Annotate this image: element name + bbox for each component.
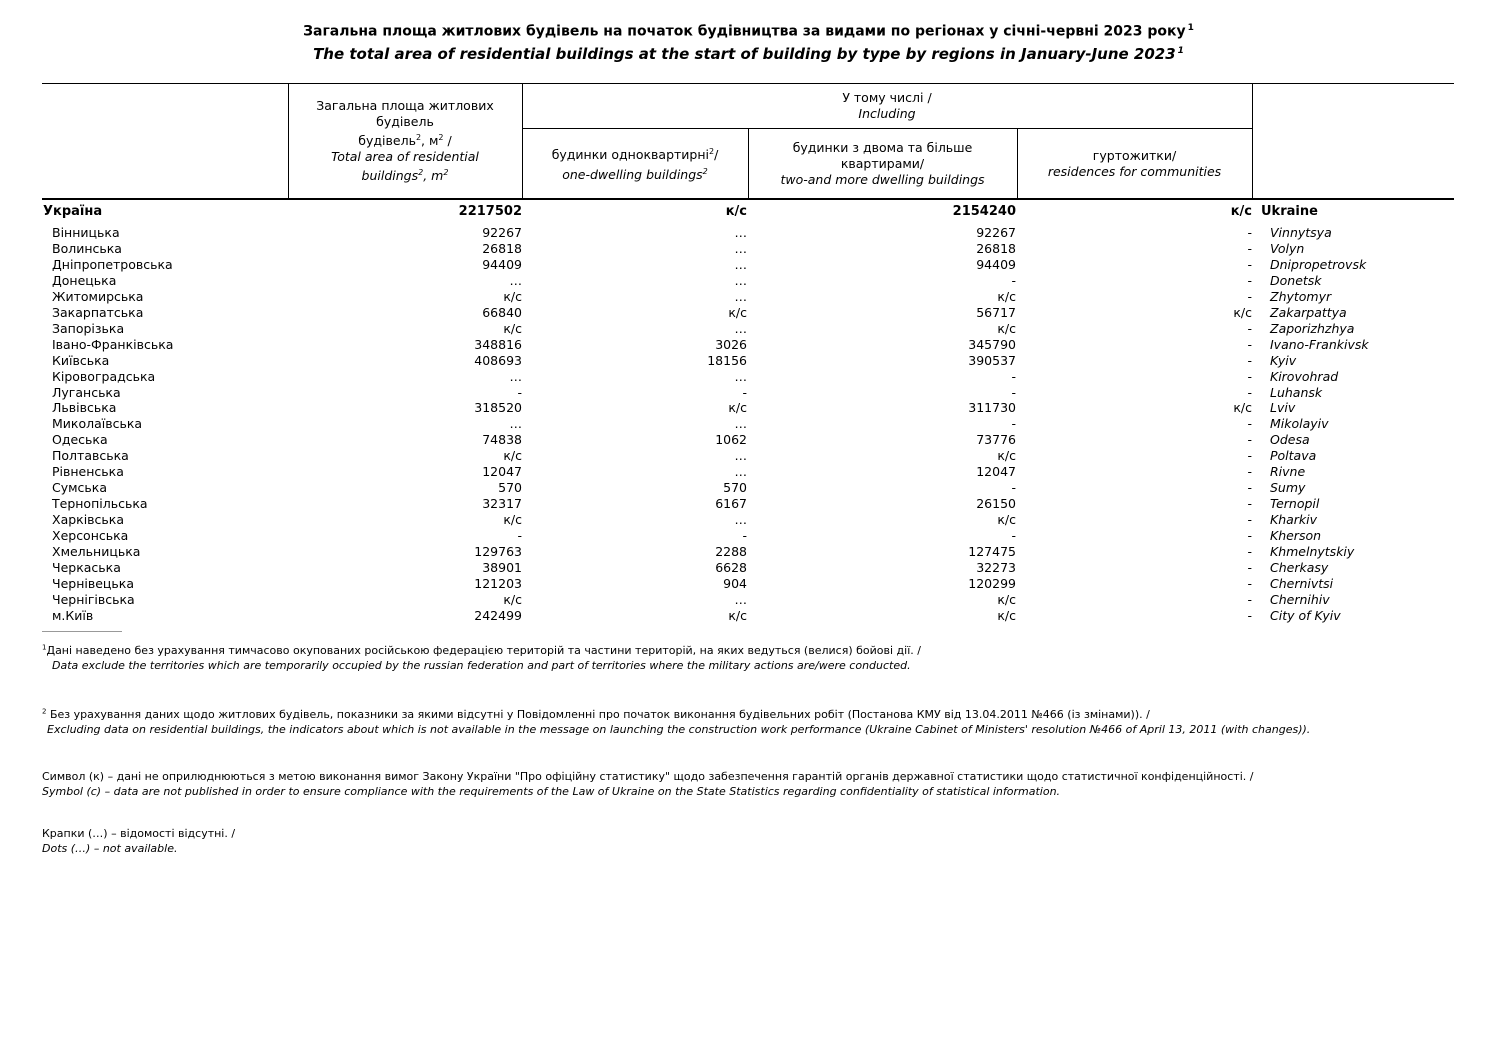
cell-two-dwelling: - <box>1011 368 1016 384</box>
cell-two-dwelling: - <box>1011 384 1016 400</box>
cell-two-dwelling: 92267 <box>976 225 1016 240</box>
cell-two-dwelling: 390537 <box>968 352 1016 368</box>
cell-one-dwelling: к/с <box>728 607 747 623</box>
region-name-ua: Полтавська <box>52 448 129 464</box>
cell-total: 2217502 <box>458 204 522 219</box>
cell-residences: - <box>1247 336 1252 352</box>
region-name-ua: Україна <box>43 204 103 219</box>
cell-two-dwelling: к/с <box>997 591 1016 607</box>
table-row <box>42 273 1462 289</box>
cell-residences: - <box>1247 480 1252 496</box>
cell-total: 570 <box>498 480 522 496</box>
table-row <box>42 369 1462 385</box>
table-row <box>42 448 1462 464</box>
region-name-en: Kharkiv <box>1270 512 1318 528</box>
cell-total: 94409 <box>482 256 522 272</box>
cell-one-dwelling: 904 <box>723 575 747 591</box>
cell-two-dwelling: к/с <box>997 288 1016 304</box>
cell-two-dwelling: 26150 <box>976 496 1016 512</box>
table-row <box>42 241 1462 257</box>
cell-one-dwelling: … <box>734 448 747 464</box>
region-name-ua: Рівненська <box>52 464 124 480</box>
region-name-ua: Івано-Франківська <box>52 336 174 352</box>
header-region-cell <box>42 84 288 199</box>
region-name-en: Kherson <box>1270 528 1322 544</box>
region-name-ua: Одеська <box>52 432 108 448</box>
cell-residences: - <box>1247 384 1252 400</box>
cell-one-dwelling: - <box>742 528 747 544</box>
cell-two-dwelling: 120299 <box>968 575 1016 591</box>
region-name-en: Kirovohrad <box>1270 368 1339 384</box>
region-name-en: Luhansk <box>1270 384 1323 400</box>
cell-residences: - <box>1247 352 1252 368</box>
cell-residences: - <box>1247 496 1252 512</box>
table-row <box>42 432 1462 448</box>
cell-total: 348816 <box>474 336 522 352</box>
cell-two-dwelling: 94409 <box>976 256 1016 272</box>
table-row <box>42 416 1462 432</box>
region-name-ua: Запорізька <box>52 320 125 336</box>
cell-residences: - <box>1247 272 1252 288</box>
cell-one-dwelling: 570 <box>723 480 747 496</box>
region-name-en: Ivano-Frankivsk <box>1270 336 1369 352</box>
cell-one-dwelling: … <box>734 272 747 288</box>
cell-two-dwelling: к/с <box>997 320 1016 336</box>
cell-two-dwelling: 127475 <box>968 544 1016 559</box>
table-row-total <box>42 204 1462 220</box>
table-row <box>42 257 1462 273</box>
cell-two-dwelling: 345790 <box>968 336 1016 352</box>
table-row <box>42 464 1462 480</box>
cell-one-dwelling: 1062 <box>715 432 747 448</box>
region-name-ua: Дніпропетровська <box>52 256 173 272</box>
cell-one-dwelling: … <box>734 591 747 607</box>
cell-two-dwelling: 56717 <box>976 304 1016 320</box>
table-row <box>42 496 1462 512</box>
cell-two-dwelling: 26818 <box>976 240 1016 256</box>
cell-one-dwelling: … <box>734 256 747 272</box>
cell-total: - <box>517 384 522 400</box>
region-name-en: Donetsk <box>1270 272 1322 288</box>
cell-total: к/с <box>503 512 522 528</box>
header-including: У тому числі / Including <box>522 84 1252 129</box>
table-row <box>42 321 1462 337</box>
table-row <box>42 337 1462 353</box>
table-row <box>42 225 1462 241</box>
cell-residences: - <box>1247 512 1252 528</box>
region-name-ua: Житомирська <box>52 288 144 304</box>
cell-residences: - <box>1247 448 1252 464</box>
header-total-area: Загальна площа житлових будівель будівель$^2$, $м^2$ / Total area of residential buildings$^2$, $m^2$ <box>288 84 522 199</box>
cell-residences: - <box>1247 368 1252 384</box>
cell-residences: - <box>1247 575 1252 591</box>
cell-total: к/с <box>503 448 522 464</box>
table-row <box>42 576 1462 592</box>
cell-two-dwelling: - <box>1011 528 1016 544</box>
cell-total: 408693 <box>474 352 522 368</box>
cell-total: 74838 <box>482 432 522 448</box>
region-name-en: Vinnytsya <box>1270 225 1332 240</box>
region-name-ua: Вінницька <box>52 225 120 240</box>
region-name-en: Sumy <box>1270 480 1306 496</box>
region-name-en: Ukraine <box>1261 204 1318 219</box>
cell-one-dwelling: к/с <box>728 304 747 320</box>
region-name-en: Odesa <box>1270 432 1310 448</box>
footnote-mark: 1 <box>1187 23 1194 33</box>
cell-total: … <box>509 368 522 384</box>
cell-total: 129763 <box>474 544 522 559</box>
cell-total: 242499 <box>474 607 522 623</box>
cell-one-dwelling: … <box>734 320 747 336</box>
table-row <box>42 305 1462 321</box>
cell-total: 318520 <box>474 400 522 416</box>
cell-total: 92267 <box>482 225 522 240</box>
footnote-2: $^2$ Без урахування даних щодо житлових будівель, показники за якими відсутні у Повідомленні про початок виконання будівельних робіт (Постанова КМУ від 13.04.2011 №466 (із змінами)). / Excluding data on residential buildings, the indicators about which is not available in the message on launching the construction work performance (Ukraine Cabinet of Ministers' resolution №466 of April 13, 2011 (with changes)). <box>42 707 1311 736</box>
cell-one-dwelling: к/с <box>728 400 747 416</box>
cell-one-dwelling: к/с <box>725 204 747 219</box>
cell-total: … <box>509 272 522 288</box>
cell-two-dwelling: - <box>1011 416 1016 432</box>
header-one-dwelling: будинки одноквартирні$^2$/ one-dwelling buildings$^2$ <box>522 129 748 199</box>
region-name-en: Khmelnytskiy <box>1270 544 1355 559</box>
table-row <box>42 353 1462 369</box>
region-name-ua: Закарпатська <box>52 304 144 320</box>
table-row <box>42 400 1462 416</box>
region-name-en: Chernihiv <box>1270 591 1330 607</box>
region-name-ua: Львівська <box>52 400 117 416</box>
page-title-ua: Загальна площа житлових будівель на початок будівництва за видами по регіонах у січні-червні 2023 року $^1$ <box>303 23 1194 40</box>
region-name-ua: Сумська <box>52 480 108 496</box>
cell-total: … <box>509 416 522 432</box>
cell-one-dwelling: 18156 <box>707 352 747 368</box>
region-name-ua: Луганська <box>52 384 121 400</box>
note-symbol: Символ (к) – дані не оприлюднюються з метою виконання вимог Закону України "Про офіційну статистику" щодо забезпечення гарантій органів державної статистики щодо статистичної конфіденційності. / Symbol (c) – data are not published in order to ensure compliance with the requirements of the Law of Ukraine on the State Statistics regarding confidentiality of statistical information. <box>42 770 1254 798</box>
table-row <box>42 528 1462 544</box>
region-name-ua: Волинська <box>52 240 122 256</box>
cell-total: 38901 <box>482 559 522 575</box>
cell-two-dwelling: 73776 <box>976 432 1016 448</box>
cell-residences: - <box>1247 464 1252 480</box>
region-name-ua: Донецька <box>52 272 117 288</box>
cell-two-dwelling: 2154240 <box>952 204 1016 219</box>
cell-residences: - <box>1247 416 1252 432</box>
region-name-en: Kyiv <box>1270 352 1297 368</box>
cell-total: - <box>517 528 522 544</box>
region-name-en: Poltava <box>1270 448 1317 464</box>
region-name-en: Zakarpattya <box>1270 304 1347 320</box>
region-name-en: Rivne <box>1270 464 1306 480</box>
table-row <box>42 560 1462 576</box>
cell-total: 12047 <box>482 464 522 480</box>
header-en-region-cell <box>1252 84 1454 199</box>
cell-one-dwelling: 2288 <box>715 544 747 559</box>
region-name-en: Zaporizhzhya <box>1270 320 1355 336</box>
footnote-1: $^1$Дані наведено без урахування тимчасово окупованих російською федерацією територій та частини територій, на яких ведуться (велися) бойові дії. / Data exclude the territories which are temporarily occupied by the russian federation and part of territories where the military actions are/were conducted. <box>42 643 921 672</box>
cell-total: 26818 <box>482 240 522 256</box>
cell-total: 121203 <box>474 575 522 591</box>
header-two-dwelling: будинки з двома та більше квартирами/ two-and more dwelling buildings <box>748 129 1017 199</box>
cell-residences: к/с <box>1230 204 1252 219</box>
region-name-ua: Чернівецька <box>52 575 134 591</box>
region-name-en: Lviv <box>1270 400 1296 416</box>
cell-one-dwelling: … <box>734 225 747 240</box>
cell-residences: - <box>1247 559 1252 575</box>
region-name-ua: Черкаська <box>52 559 121 575</box>
region-name-ua: Хмельницька <box>52 544 141 559</box>
cell-one-dwelling: … <box>734 288 747 304</box>
cell-one-dwelling: - <box>742 384 747 400</box>
cell-residences: - <box>1247 528 1252 544</box>
region-name-ua: Чернігівська <box>52 591 135 607</box>
table-row <box>42 592 1462 608</box>
cell-one-dwelling: 6628 <box>715 559 747 575</box>
cell-residences: к/с <box>1233 400 1252 416</box>
cell-two-dwelling: 12047 <box>976 464 1016 480</box>
cell-two-dwelling: 32273 <box>976 559 1016 575</box>
cell-one-dwelling: 6167 <box>715 496 747 512</box>
region-name-en: Cherkasy <box>1270 559 1329 575</box>
cell-residences: - <box>1247 240 1252 256</box>
cell-residences: - <box>1247 607 1252 623</box>
cell-total: 32317 <box>482 496 522 512</box>
cell-one-dwelling: … <box>734 512 747 528</box>
region-name-en: Zhytomyr <box>1270 288 1332 304</box>
note-dots: Крапки (…) – відомості відсутні. / Dots (…) – not available. <box>42 827 236 855</box>
cell-two-dwelling: к/с <box>997 448 1016 464</box>
cell-total: к/с <box>503 320 522 336</box>
cell-total: к/с <box>503 288 522 304</box>
cell-one-dwelling: … <box>734 368 747 384</box>
cell-two-dwelling: к/с <box>997 607 1016 623</box>
region-name-en: Volyn <box>1270 240 1305 256</box>
page-title-en: The total area of residential buildings at the start of building by type by regions in January-June 2023 $^1$ <box>313 45 1184 63</box>
cell-residences: - <box>1247 544 1252 559</box>
cell-residences: - <box>1247 288 1252 304</box>
region-name-ua: Миколаївська <box>52 416 143 432</box>
cell-residences: - <box>1247 432 1252 448</box>
cell-one-dwelling: … <box>734 240 747 256</box>
region-name-ua: Херсонська <box>52 528 129 544</box>
cell-residences: - <box>1247 256 1252 272</box>
region-name-en: Mikolayiv <box>1270 416 1329 432</box>
region-name-ua: м.Київ <box>52 607 94 623</box>
region-name-en: Ternopil <box>1270 496 1320 512</box>
cell-residences: - <box>1247 320 1252 336</box>
cell-residences: - <box>1247 225 1252 240</box>
header-bottom-rule <box>42 199 1454 200</box>
footnote-separator <box>42 631 122 632</box>
table-row <box>42 512 1462 528</box>
cell-two-dwelling: - <box>1011 480 1016 496</box>
cell-residences: - <box>1247 591 1252 607</box>
region-name-ua: Кіровоградська <box>52 368 156 384</box>
region-name-en: Chernivtsi <box>1270 575 1334 591</box>
cell-one-dwelling: … <box>734 464 747 480</box>
cell-two-dwelling: к/с <box>997 512 1016 528</box>
region-name-ua: Київська <box>52 352 110 368</box>
cell-residences: к/с <box>1233 304 1252 320</box>
region-name-ua: Харківська <box>52 512 124 528</box>
table-row <box>42 480 1462 496</box>
region-name-en: City of Kyiv <box>1270 607 1341 623</box>
table-row <box>42 289 1462 305</box>
table-row <box>42 544 1462 560</box>
cell-two-dwelling: 311730 <box>968 400 1016 416</box>
region-name-ua: Тернопільська <box>52 496 148 512</box>
cell-one-dwelling: 3026 <box>715 336 747 352</box>
table-row <box>42 385 1462 401</box>
cell-one-dwelling: … <box>734 416 747 432</box>
header-residences: гуртожитки/ residences for communities <box>1017 129 1252 199</box>
cell-total: 66840 <box>482 304 522 320</box>
footnote-mark: 1 <box>1177 46 1184 56</box>
table-header <box>42 83 1454 199</box>
table-row <box>42 608 1462 624</box>
region-name-en: Dnipropetrovsk <box>1270 256 1367 272</box>
cell-total: к/с <box>503 591 522 607</box>
cell-two-dwelling: - <box>1011 272 1016 288</box>
